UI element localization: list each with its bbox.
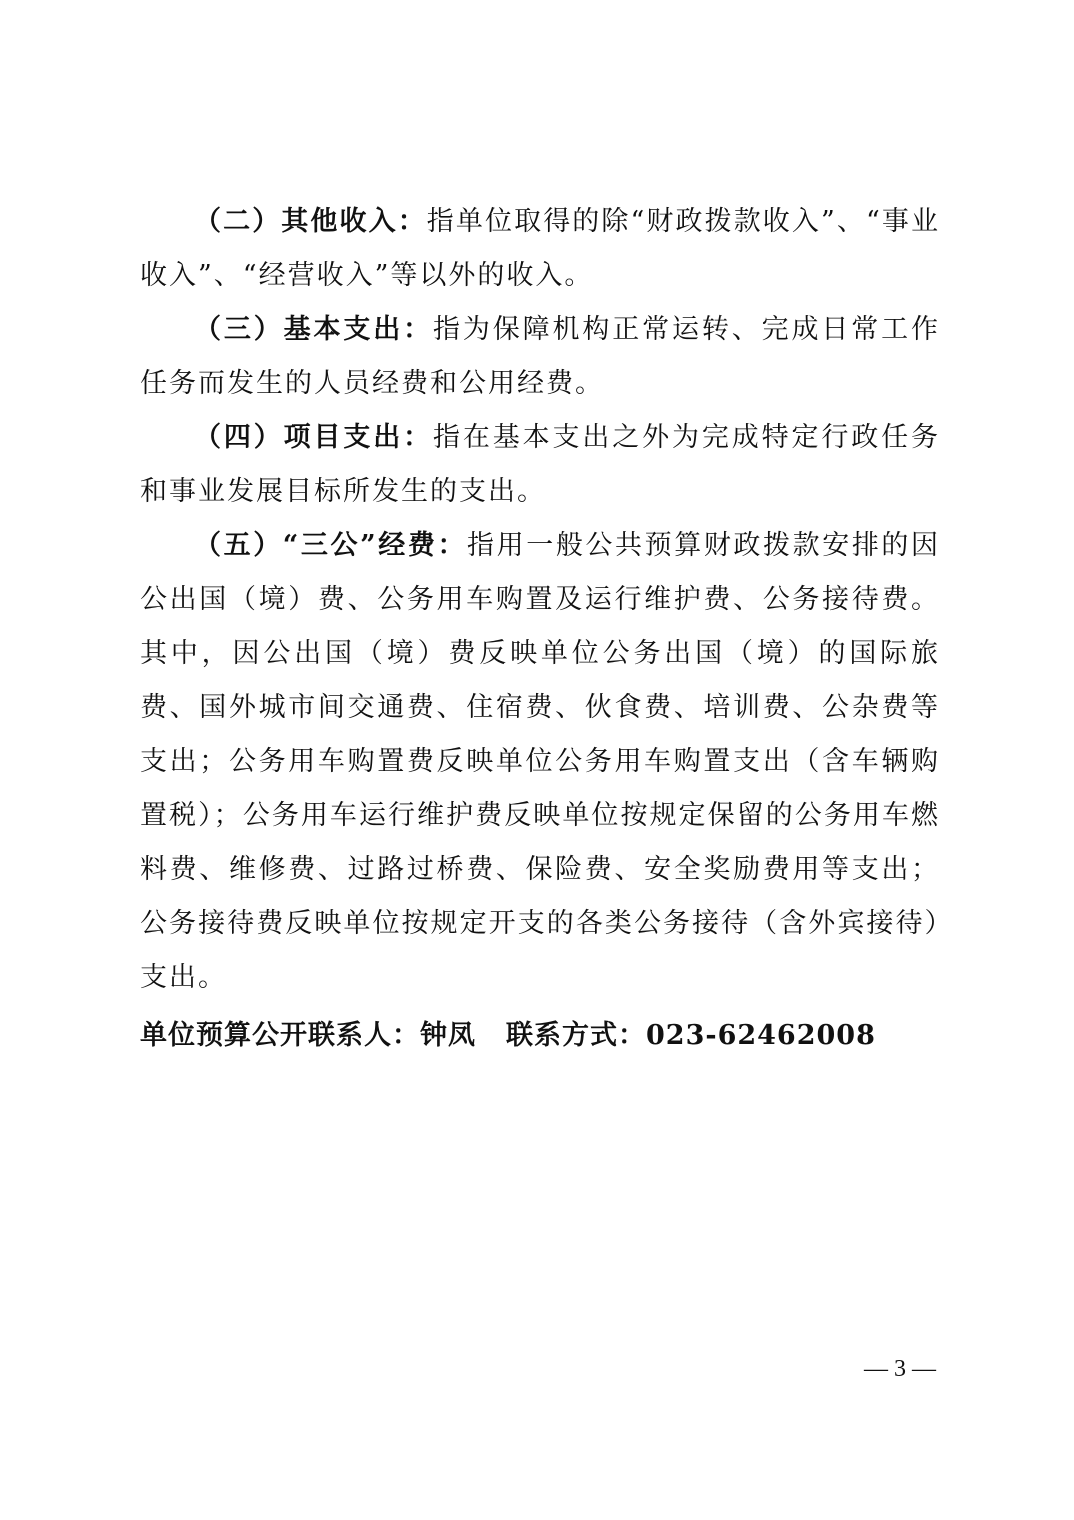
contact-line	[140, 1009, 940, 1063]
page-number: — 3 —	[864, 1356, 936, 1382]
definition-term: （五）“三公”经费：	[194, 530, 468, 561]
definition-project-expenditure	[140, 411, 940, 519]
definition-text: 指用一般公共预算财政拨款安排的因公出国（境）费、公务用车购置及运行维护费、公务接待费。其中，因公出国（境）费反映单位公务出国（境）的国际旅费、国外城市间交通费、住宿费、伙食费、培训费、公杂费等支出；公务用车购置费反映单位公务用车购置支出（含车辆购置税）；公务用车运行维护费反映单位按规定保留的公务用车燃料费、维修费、过路过桥费、保险费、安全奖励费用等支出；公务接待费反映单位按规定开支的各类公务接待（含外宾接待）支出。	[140, 530, 941, 993]
definition-text: 指单位取得的除“财政拨款收入”、“事业收入”、“经营收入”等以外的收入。	[140, 206, 940, 291]
definition-text: 指在基本支出之外为完成特定行政任务和事业发展目标所发生的支出。	[140, 422, 940, 507]
definition-text: 指为保障机构正常运转、完成日常工作任务而发生的人员经费和公用经费。	[140, 314, 940, 399]
contact-phone: 023-62462008	[646, 1020, 876, 1051]
definition-three-public-expenses	[140, 519, 940, 1005]
definition-basic-expenditure	[140, 303, 940, 411]
contact-person-name: 钟凤	[420, 1020, 476, 1051]
definition-term: （三）基本支出：	[194, 314, 433, 345]
definition-term: （四）项目支出：	[194, 422, 433, 453]
contact-method-label: 联系方式：	[506, 1020, 646, 1051]
document-body	[140, 195, 940, 1063]
contact-person-label: 单位预算公开联系人：	[140, 1020, 420, 1051]
definition-term: （二）其他收入：	[194, 206, 427, 237]
definition-other-income	[140, 195, 940, 303]
